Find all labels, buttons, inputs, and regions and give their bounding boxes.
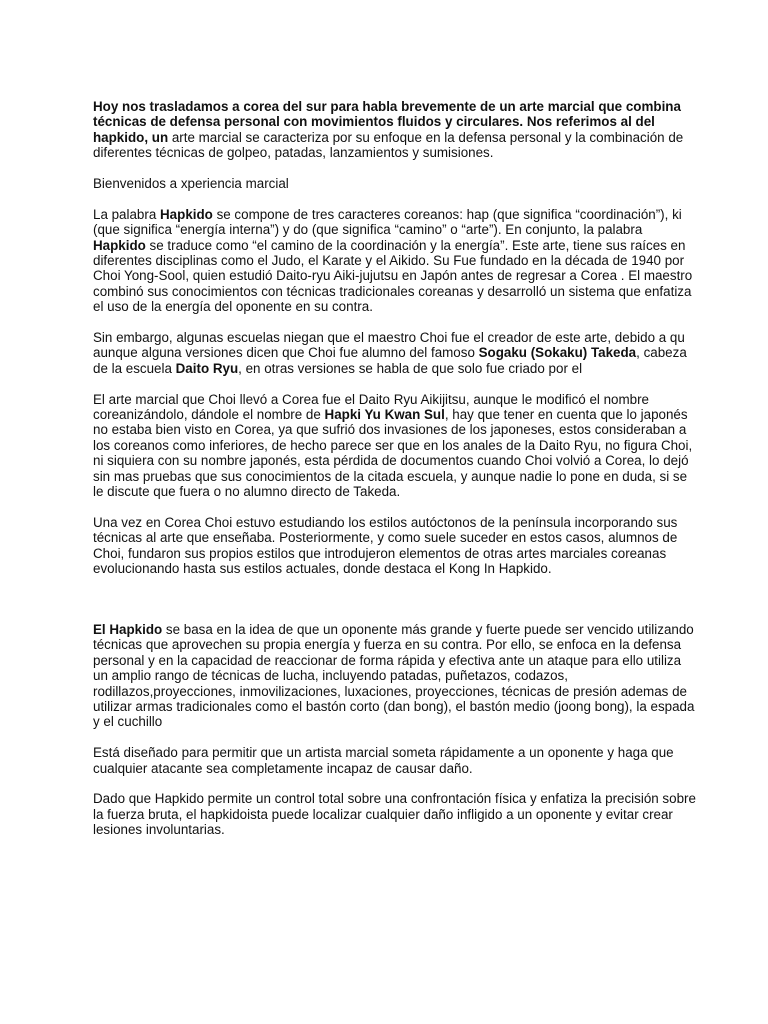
paragraph-origin-debate: Sin embargo, algunas escuelas niegan que el maestro Choi fue el creador de este arte, debido a qu aunque alguna versiones dicen que Choi fue alumno del famoso Sogaku (Sokaku) Takeda, cabeza de la escuela Daito Ryu, en otras versiones se habla de que solo fue criado por el bbox=[93, 330, 687, 376]
paragraph-korean-styles: Una vez en Corea Choi estuvo estudiando los estilos autóctonos de la península incorporando sus técnicas al arte que enseñaba. Posteriormente, y como suele suceder en estos casos, alumnos de Choi, fundaron sus propios estilos que introdujeron elementos de otras artes marciales coreanas evolucionando hasta sus estilos actuales, donde destaca el Kong In Hapkido. bbox=[93, 514, 678, 577]
paragraph-precision: Dado que Hapkido permite un control total sobre una confrontación física y enfatiza la precisión sobre la fuerza bruta, el hapkidoista puede localizar cualquier daño infligido a un oponente y evitar crear lesiones involuntarias. bbox=[93, 791, 696, 838]
intro-bold-text: Hoy nos trasladamos a corea del sur para habla brevemente de un arte marcial que combina técnicas de defensa personal con movimientos fluidos y circulares. Nos referimos al del hapkido, un bbox=[93, 99, 681, 145]
intro-paragraph bbox=[93, 99, 698, 161]
welcome-line: Bienvenidos a xperiencia marcial bbox=[93, 176, 289, 192]
intro-text: arte marcial se caracteriza por su enfoque en la defensa personal y la combinación de diferentes técnicas de golpeo, patadas, lanzamientos y sumisiones. bbox=[93, 129, 684, 161]
blank-gap bbox=[93, 592, 698, 622]
paragraph-hapkido-principles: El Hapkido se basa en la idea de que un oponente más grande y fuerte puede ser vencido utilizando técnicas que aprovechen su propia energía y fuerza en su contra. Por ello, se enfoca en la defensa personal y en la capacidad de reaccionar de forma rápida y efectiva ante un ataque para ello utiliza un amplio rango de técnicas de lucha, incluyendo patadas, puñetazos, codazos, rodillazos,proyecciones, inmovilizaciones, luxaciones, proyecciones, técnicas de presión ademas de utilizar armas tradicionales como el bastón corto (dan bong), el bastón medio (joong bong), la espada y el cuchillo bbox=[93, 621, 695, 730]
paragraph-design-purpose: Está diseñado para permitir que un artista marcial someta rápidamente a un oponente y haga que cualquier atacante sea completamente incapaz de causar daño. bbox=[93, 745, 674, 776]
paragraph-daito-ryu: El arte marcial que Choi llevó a Corea fue el Daito Ryu Aikijitsu, aunque le modificó el nombre coreanizándolo, dándole el nombre de Hapki Yu Kwan Sul, hay que tener en cuenta que lo japonés no estaba bien visto en Corea, ya que sufrió dos invasiones de los japoneses, estos consideraban a los coreanos como inferiores, de hecho parece ser que en los anales de la Daito Ryu, no figura Choi, ni siquiera con su nombre japonés, esta pérdida de documentos cuando Choi volvió a Corea, lo dejó sin mas pruebas que sus conocimientos de la citada escuela, y aunque nadie lo pone en duda, si se le discute que fuera o no alumno directo de Takeda. bbox=[93, 391, 693, 500]
paragraph-hapkido-meaning: La palabra Hapkido se compone de tres caracteres coreanos: hap (que significa “coordinación”), ki (que significa “energía interna”) y do (que significa “camino” o “arte”). En conjunto, la palabra Hapkido se traduce como “el camino de la coordinación y la energía”. Este arte, tiene sus raíces en diferentes disciplinas como el Judo, el Karate y el Aikido. Su Fue fundado en la década de 1940 por Choi Yong-Sool, quien estudió Daito-ryu Aiki-jujutsu en Japón antes de regresar a Corea . El maestro combinó sus conocimientos con técnicas tradicionales coreanas y desarrolló un sistema que enfatiza el uso de la energía del oponente en su contra. bbox=[93, 206, 693, 315]
